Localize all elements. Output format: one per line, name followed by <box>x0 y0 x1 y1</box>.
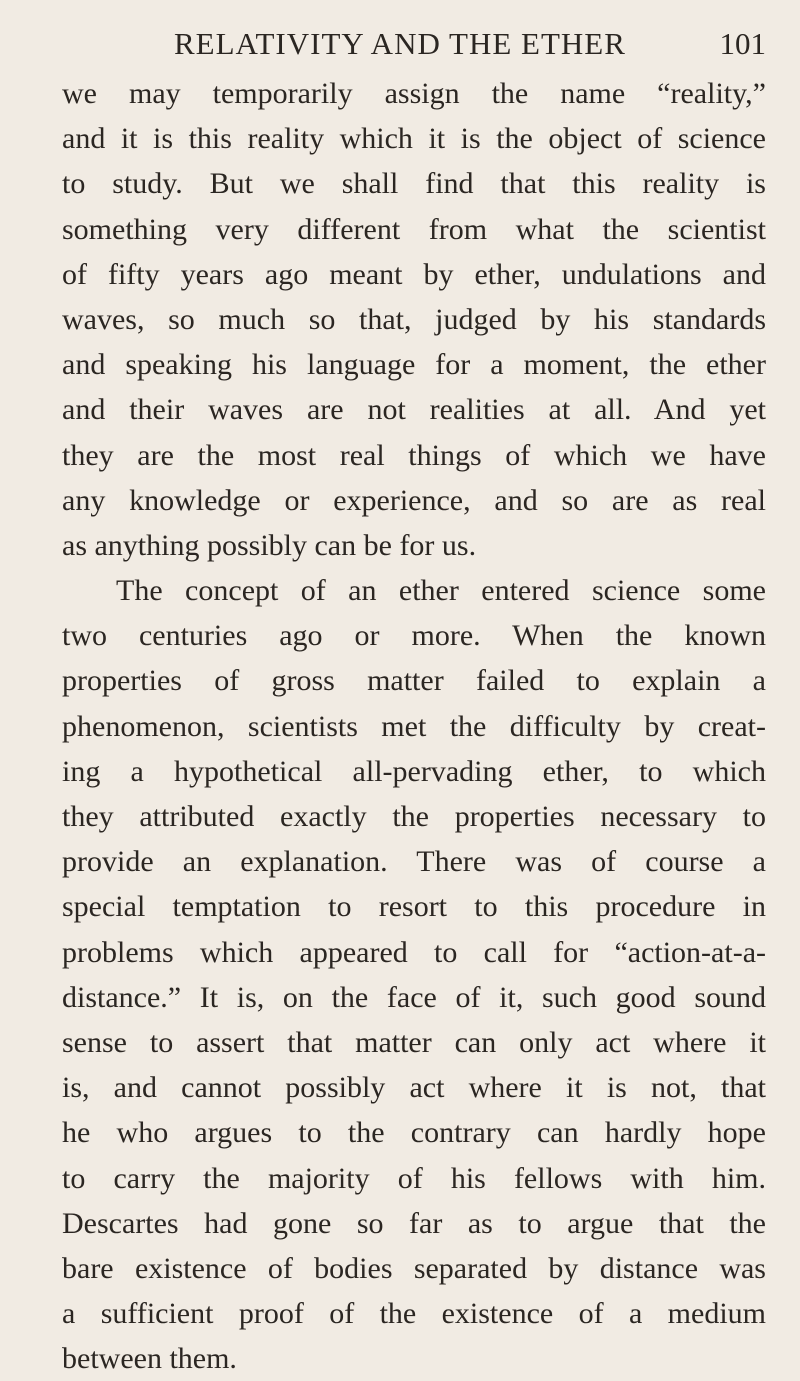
text-line: sense to assert that matter can only act where it <box>62 1025 766 1059</box>
body-text <box>62 71 766 1381</box>
text-line: waves, so much so that, judged by his standards <box>62 302 766 336</box>
text-line-paragraph-start: The concept of an ether entered science some <box>116 574 766 608</box>
text-line: and their waves are not realities at all. And yet <box>62 393 766 427</box>
text-line: provide an explanation. There was of course a <box>62 845 766 879</box>
text-line: to study. But we shall find that this reality is <box>62 167 766 201</box>
text-line: is, and cannot possibly act where it is not, that <box>62 1071 766 1105</box>
text-line: and it is this reality which it is the object of science <box>62 122 766 156</box>
text-line: a sufficient proof of the existence of a medium <box>62 1297 766 1331</box>
text-line: bare existence of bodies separated by distance was <box>62 1251 766 1285</box>
text-line-paragraph-end: as anything possibly can be for us. <box>62 528 477 562</box>
text-line: problems which appeared to call for “action-at-a- <box>62 935 766 969</box>
text-line: to carry the majority of his fellows with him. <box>62 1161 766 1195</box>
text-line: distance.” It is, on the face of it, such good sound <box>62 980 766 1014</box>
text-line: and speaking his language for a moment, the ether <box>62 348 766 382</box>
text-line-paragraph-end: between them. <box>62 1342 237 1376</box>
text-line: two centuries ago or more. When the known <box>62 619 766 653</box>
text-line: he who argues to the contrary can hardly hope <box>62 1116 766 1150</box>
running-title: RELATIVITY AND THE ETHER <box>174 26 626 61</box>
text-line: Descartes had gone so far as to argue that the <box>62 1206 766 1240</box>
text-line: ing a hypothetical all-pervading ether, to which <box>62 754 766 788</box>
text-line: any knowledge or experience, and so are as real <box>62 483 766 517</box>
text-line: they are the most real things of which we have <box>62 438 766 472</box>
text-line: they attributed exactly the properties necessary to <box>62 800 766 833</box>
text-line: we may temporarily assign the name “reality,” <box>62 77 766 110</box>
text-line: of fifty years ago meant by ether, undulations and <box>62 257 766 291</box>
page-number: 101 <box>719 26 766 61</box>
text-line: properties of gross matter failed to explain a <box>62 664 766 698</box>
text-line: phenomenon, scientists met the difficulty by creat- <box>62 709 766 743</box>
text-line: special temptation to resort to this procedure in <box>62 890 766 924</box>
running-head <box>62 26 766 70</box>
text-line: something very different from what the scientist <box>62 212 766 246</box>
